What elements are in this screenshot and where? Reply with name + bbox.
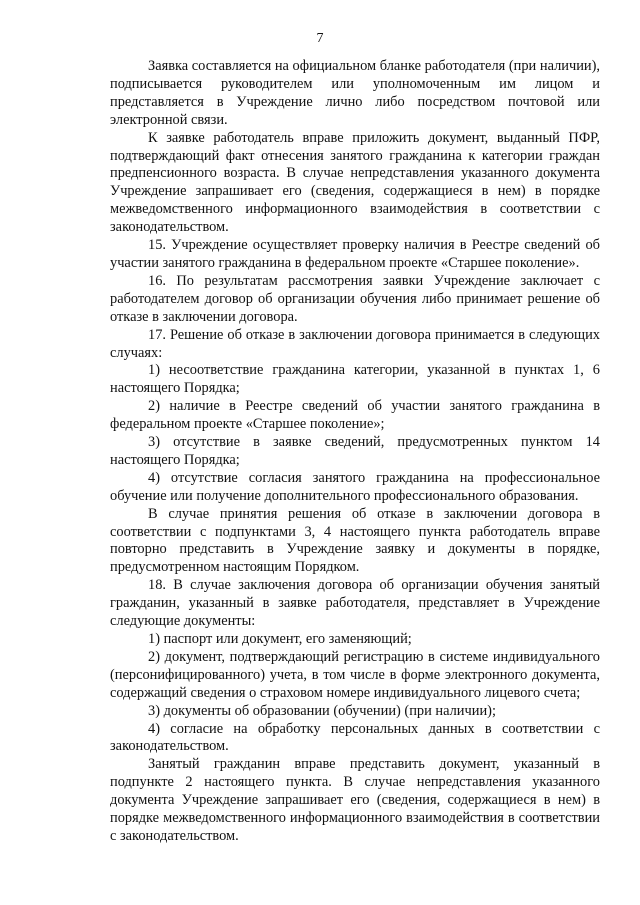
paragraph-application-form: Заявка составляется на официальном бланке работодателя (при наличии), подписывается руководителем или уполномоченным им лицом и представляется в Учреждение лично либо посредством почтовой или электронной связи. [110, 58, 600, 128]
paragraph-item-18-sub-3: 3) документы об образовании (обучении) (при наличии); [148, 702, 496, 719]
paragraph-item-17-sub-2: 2) наличие в Реестре сведений об участии занятого гражданина в федеральном проекте «Старшее поколение»; [110, 398, 600, 433]
paragraph-item-17-sub-1: 1) несоответствие гражданина категории, указанной в пунктах 1, 6 настоящего Порядка; [110, 362, 600, 397]
paragraph-item-18-sub-2: 2) документ, подтверждающий регистрацию в системе индивидуального (персонифицированного) учета, в том числе в форме электронного документа, содержащий сведения о страховом номере индивидуального лицевого счета; [110, 648, 600, 701]
paragraph-item-17: 17. Решение об отказе в заключении договора принимается в следующих случаях: [110, 326, 600, 361]
paragraph-item-18-sub-4: 4) согласие на обработку персональных данных в соответствии с законодательством. [110, 720, 600, 755]
paragraph-item-17-sub-4: 4) отсутствие согласия занятого гражданина на профессиональное обучение или получение дополнительного профессионального образования. [110, 469, 600, 504]
page-number: 7 [316, 31, 324, 46]
document-body [110, 58, 600, 846]
paragraph-item-16: 16. По результатам рассмотрения заявки Учреждение заключает с работодателем договор об организации обучения либо принимает решение об отказе в заключении договора. [110, 272, 600, 325]
paragraph-pfr-document: К заявке работодатель вправе приложить документ, выданный ПФР, подтверждающий факт отнесения занятого гражданина к категории граждан предпенсионного возраста. В случае непредставления указанного документа Учреждение запрашивает его (сведения, содержащиеся в нем) в порядке межведомственного информационного взаимодействия в соответствии с законодательством. [110, 129, 600, 236]
paragraph-item-15: 15. Учреждение осуществляет проверку наличия в Реестре сведений об участии занятого гражданина в федеральном проекте «Старшее поколение». [110, 237, 600, 271]
paragraph-refusal-resubmission: В случае принятия решения об отказе в заключении договора в соответствии с подпунктами 3, 4 настоящего пункта работодатель вправе повторно представить в Учреждение заявку и документы в порядке, предусмотренном настоящим Порядком. [110, 505, 600, 576]
paragraph-citizen-document: Занятый гражданин вправе представить документ, указанный в подпункте 2 настоящего пункта. В случае непредставления указанного документа Учреждение запрашивает его (сведения, содержащиеся в нем) в порядке межведомственного информационного взаимодействия в соответствии с законодательством. [110, 756, 600, 844]
paragraph-item-18-sub-1: 1) паспорт или документ, его заменяющий; [148, 631, 412, 647]
paragraph-item-17-sub-3: 3) отсутствие в заявке сведений, предусмотренных пунктом 14 настоящего Порядка; [110, 434, 600, 468]
paragraph-item-18: 18. В случае заключения договора об организации обучения занятый гражданин, указанный в заявке работодателя, представляет в Учреждение следующие документы: [110, 577, 600, 630]
